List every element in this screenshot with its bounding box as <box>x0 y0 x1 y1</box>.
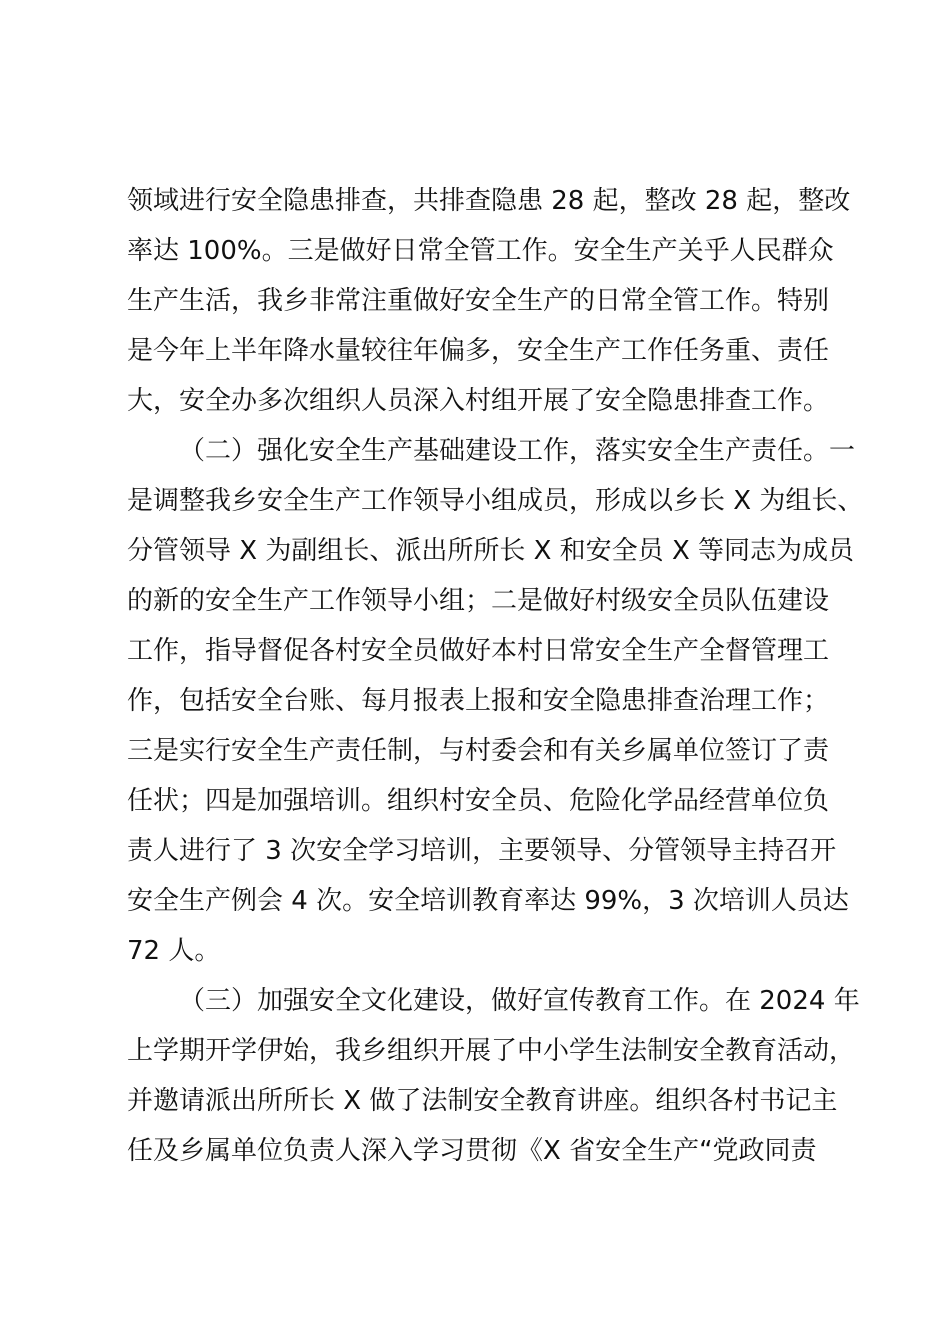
text-line: 分管领导 X 为副组长、派出所所长 X 和安全员 X 等同志为成员 <box>127 536 855 566</box>
text-line: 生产生活，我乡非常注重做好安全生产的日常全管工作。特别 <box>127 286 830 316</box>
text-line: 是今年上半年降水量较往年偏多，安全生产工作任务重、责任 <box>127 336 830 366</box>
text-line: 上学期开学伊始，我乡组织开展了中小学生法制安全教育活动， <box>127 1036 856 1066</box>
text-line: 作，包括安全台账、每月报表上报和安全隐患排查治理工作； <box>127 686 830 716</box>
text-line: 的新的安全生产工作领导小组；二是做好村级安全员队伍建设 <box>127 586 830 616</box>
paragraph-start-line: （三）加强安全文化建设，做好宣传教育工作。在 2024 年 <box>179 986 860 1016</box>
text-line: 并邀请派出所所长 X 做了法制安全教育讲座。组织各村书记主 <box>127 1086 838 1116</box>
text-line: 三是实行安全生产责任制，与村委会和有关乡属单位签订了责 <box>127 736 830 766</box>
text-line: 是调整我乡安全生产工作领导小组成员，形成以乡长 X 为组长、 <box>127 486 864 516</box>
text-line: 责人进行了 3 次安全学习培训，主要领导、分管领导主持召开 <box>127 836 837 866</box>
text-line: 领域进行安全隐患排查，共排查隐患 28 起，整改 28 起，整改 <box>127 186 851 216</box>
text-line: 任及乡属单位负责人深入学习贯彻《X 省安全生产“党政同责 <box>127 1136 817 1166</box>
text-line: 大，安全办多次组织人员深入村组开展了安全隐患排查工作。 <box>127 386 830 416</box>
text-line: 安全生产例会 4 次。安全培训教育率达 99%，3 次培训人员达 <box>127 886 849 916</box>
paragraph-start-line: （二）强化安全生产基础建设工作，落实安全生产责任。一 <box>179 436 856 466</box>
text-line: 72 人。 <box>127 936 221 966</box>
text-line: 任状；四是加强培训。组织村安全员、危险化学品经营单位负 <box>127 786 830 816</box>
text-line: 率达 100%。三是做好日常全管工作。安全生产关乎人民群众 <box>127 236 834 266</box>
text-line: 工作，指导督促各村安全员做好本村日常安全生产全督管理工 <box>127 636 830 666</box>
